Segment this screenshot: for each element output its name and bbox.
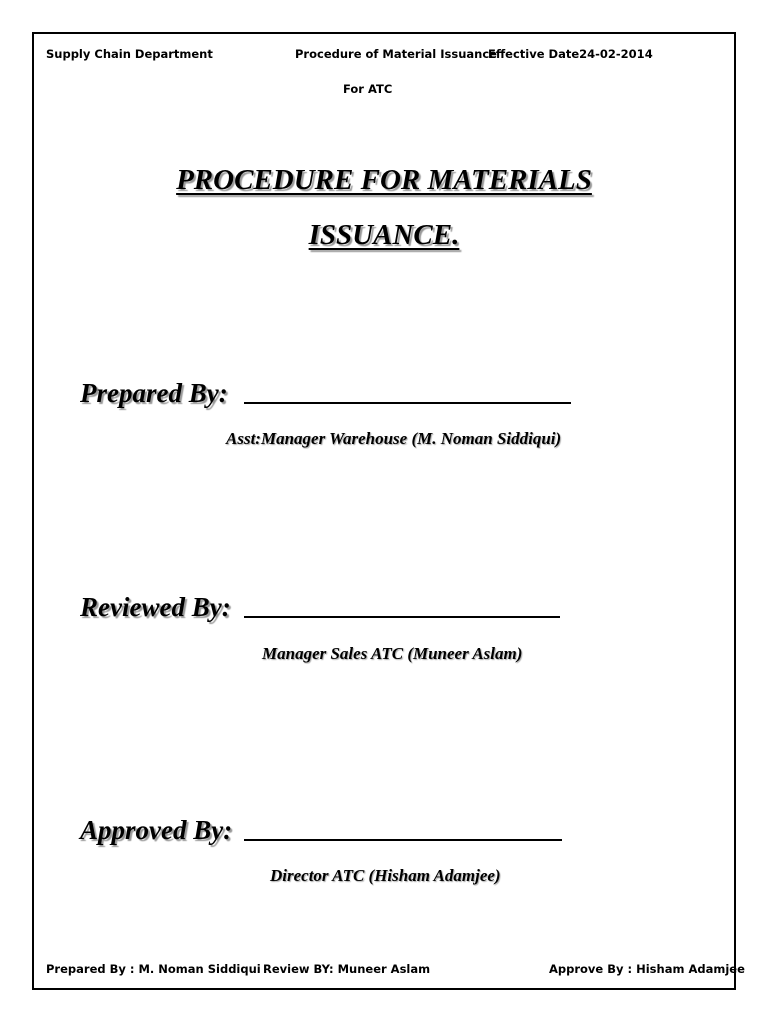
reviewed-by-label: Reviewed By: bbox=[80, 592, 231, 622]
reviewed-by-signature-line bbox=[244, 616, 560, 618]
prepared-by-name: Asst:Manager Warehouse (M. Noman Siddiqui) bbox=[226, 429, 562, 448]
header-procedure: Procedure of Material Issuance bbox=[295, 47, 497, 61]
document-title-line1: PROCEDURE FOR MATERIALS bbox=[176, 164, 592, 196]
prepared-by-signature-line bbox=[244, 402, 571, 404]
header-effective-date: Effective Date24-02-2014 bbox=[488, 47, 653, 61]
approved-by-signature-line bbox=[244, 839, 562, 841]
prepared-by-label: Prepared By: bbox=[80, 378, 228, 408]
header-department: Supply Chain Department bbox=[46, 47, 213, 61]
approved-by-label: Approved By: bbox=[80, 815, 233, 845]
footer-reviewed-by: Review BY: Muneer Aslam bbox=[263, 962, 431, 976]
approved-by-name: Director ATC (Hisham Adamjee) bbox=[270, 866, 501, 885]
document-title-line2: ISSUANCE. bbox=[308, 219, 460, 251]
reviewed-by-name: Manager Sales ATC (Muneer Aslam) bbox=[262, 644, 523, 663]
footer-prepared-by: Prepared By : M. Noman Siddiqui bbox=[46, 962, 261, 976]
header-subtitle: For ATC bbox=[343, 82, 393, 96]
footer-approved-by: Approve By : Hisham Adamjee bbox=[549, 962, 745, 976]
